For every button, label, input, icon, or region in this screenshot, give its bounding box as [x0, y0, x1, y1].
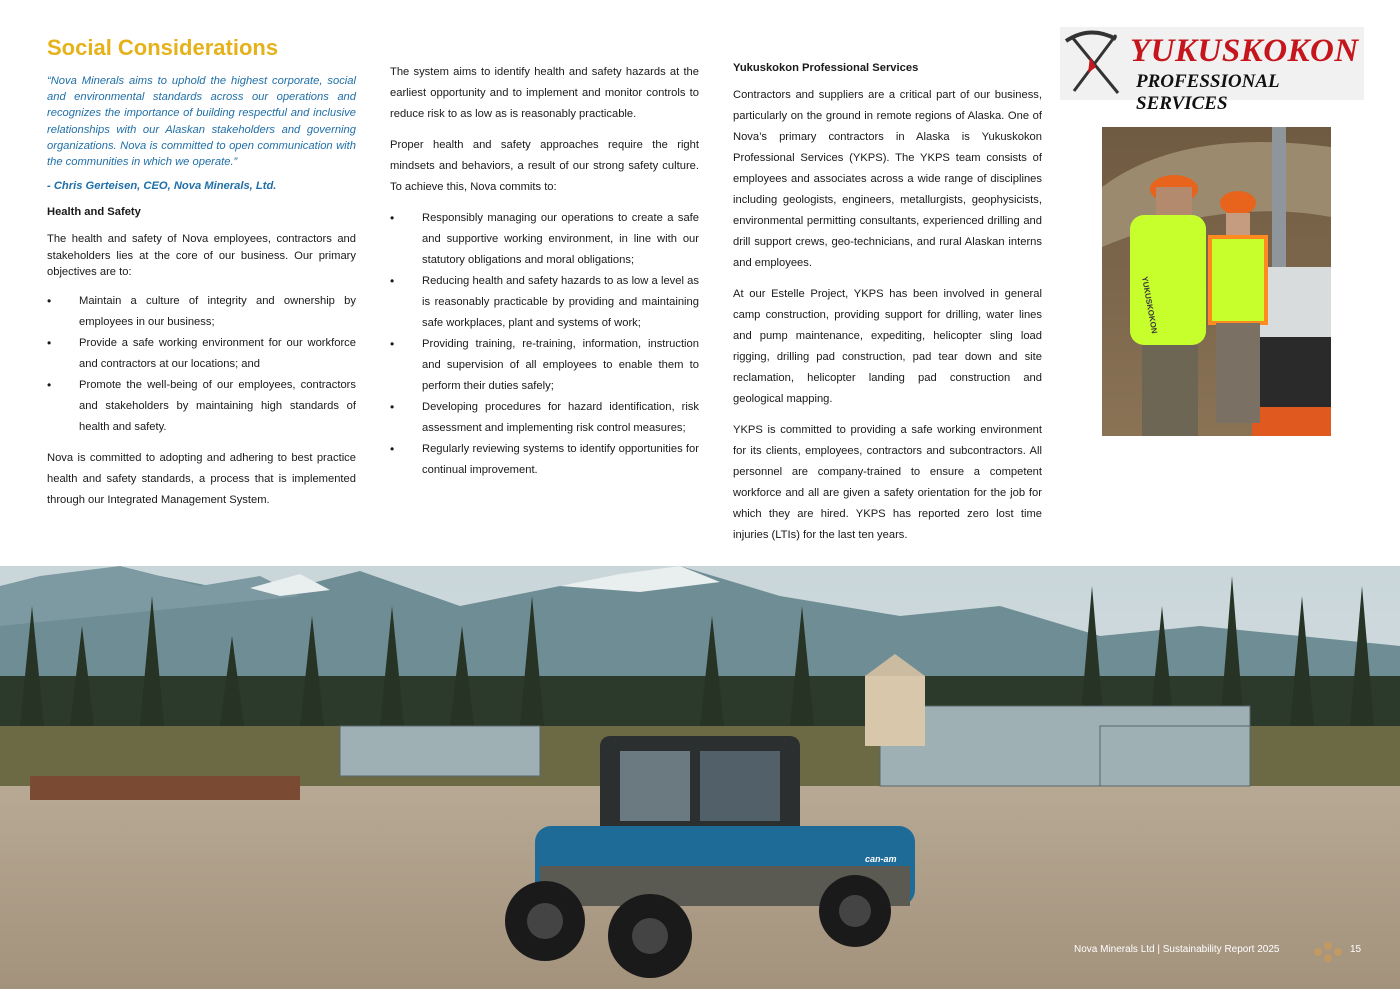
- ykps-heading: Yukuskokon Professional Services: [733, 62, 919, 74]
- list-item: • Provide a safe working environment for our workforce and contractors at our locations; and: [47, 333, 356, 375]
- system-column: [390, 62, 699, 481]
- vehicle-brand-text: can-am: [865, 854, 897, 864]
- health-safety-heading: Health and Safety: [47, 206, 141, 218]
- page-number: 15: [1350, 944, 1362, 955]
- health-safety-section: [47, 206, 356, 218]
- ykps-para-2: At our Estelle Project, YKPS has been involved in general camp construction, providing support for drilling, water lines and pump maintenance, expediting, helicopter sling load rigging, drilling pad construction, pad tear down and site reclamation, helicopter landing pad construction and geological mapping.: [733, 288, 1042, 405]
- system-para-2: Proper health and safety approaches require the right mindsets and behaviors, a result of our strong safety culture. To achieve this, Nova commits to:: [390, 139, 699, 193]
- ykps-column: [733, 58, 1042, 556]
- page-title: Social Considerations: [47, 35, 279, 60]
- workers-photo: [1102, 127, 1331, 436]
- health-safety-intro: The health and safety of Nova employees, contractors and stakeholders lies at the core of our business. Our primary objectives are to:: [47, 233, 356, 278]
- list-item: • Developing procedures for hazard identification, risk assessment and implementing risk control measures;: [390, 397, 699, 439]
- logo-title: YUKUSKOKON: [1130, 33, 1359, 69]
- landscape-photo: [0, 566, 1400, 989]
- ykps-para-3: YKPS is committed to providing a safe working environment for its clients, employees, contractors and subcontractors. All personnel are company-trained to ensure a competent workforce and all are given a safety orientation for the job for which they are hired. YKPS has reported zero lost time injuries (LTIs) for the last ten years.: [733, 424, 1042, 541]
- list-item: • Providing training, re-training, information, instruction and supervision of all employees to enable them to perform their duties safely;: [390, 334, 699, 397]
- vest-text: YUKUSKOKON: [1140, 275, 1159, 335]
- list-item: • Maintain a culture of integrity and ownership by employees in our business;: [47, 291, 356, 333]
- objectives-list-wrapper: [47, 291, 356, 521]
- health-safety-closing: Nova is committed to adopting and adhering to best practice health and safety standards, a process that is implemented through our Integrated Management System.: [47, 452, 356, 506]
- list-item: • Reducing health and safety hazards to as low a level as is reasonably practicable by providing and maintaining safe workplaces, plant and systems of work;: [390, 271, 699, 334]
- quote-attribution: - Chris Gerteisen, CEO, Nova Minerals, Ltd.: [47, 180, 277, 192]
- yukuskokon-logo: [1060, 27, 1364, 114]
- system-para-1: The system aims to identify health and safety hazards at the earliest opportunity and to implement and monitor controls to reduce risk to as low as is reasonably practicable.: [390, 66, 699, 120]
- commitments-list: [390, 208, 699, 481]
- list-item: • Promote the well-being of our employees, contractors and stakeholders by maintaining high standards of health and safety.: [47, 375, 356, 438]
- logo-subtitle: PROFESSIONAL SERVICES: [1136, 71, 1279, 114]
- list-item: • Responsibly managing our operations to create a safe and supportive working environment, in line with our statutory obligations and moral obligations;: [390, 208, 699, 271]
- list-item: • Regularly reviewing systems to identify opportunities for continual improvement.: [390, 439, 699, 481]
- ceo-quote: “Nova Minerals aims to uphold the highest corporate, social and environmental standards across our operations and recognizes the importance of building respectful and inclusive relationships with our Alaskan stakeholders and governing organizations. Nova is committed to open communication with the communities in which we operate.”: [47, 75, 356, 169]
- ykps-para-1: Contractors and suppliers are a critical part of our business, particularly on the ground in remote regions of Alaska. One of Nova’s primary contractors in Alaska is Yukuskokon Professional Services (YKPS). The YKPS team consists of employees and associates across a wide range of disciplines including geologists, engineers, metallurgists, geophysicists, environmental permitting consultants, experienced drilling and drill support crews, geo-technicians, and rural Alaskan interns and employees.: [733, 89, 1042, 269]
- objectives-list: [47, 291, 356, 438]
- footer-text: Nova Minerals Ltd | Sustainability Report 2025: [1074, 944, 1280, 955]
